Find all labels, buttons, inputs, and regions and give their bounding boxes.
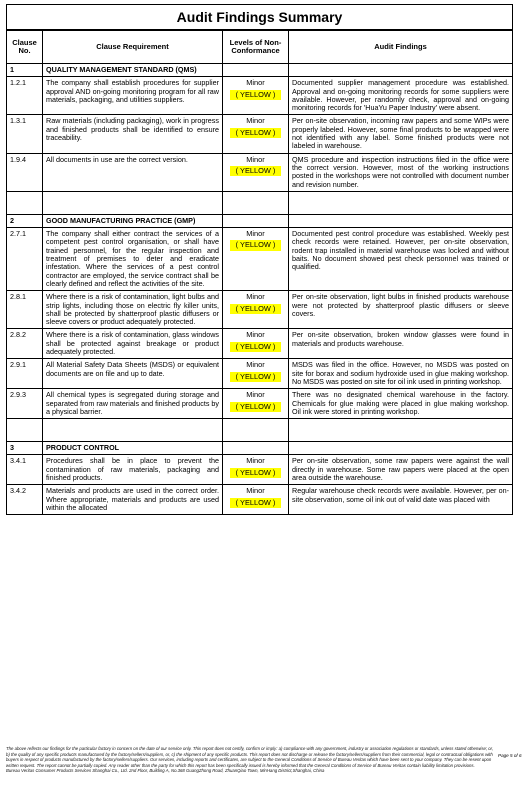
audit-finding: QMS procedure and inspection instructions filed in the office were the correct version. However, most of the working instructions posted in the workshops were not controlled with document number and revision number. [289,153,513,191]
clause-number: 3.4.1 [7,455,43,485]
clause-requirement: Raw materials (including packaging), work in progress and finished products shall be identified to ensure traceability. [43,115,223,153]
clause-requirement: All chemical types is segregated during storage and separated from raw materials and finished products by a physical barrier. [43,389,223,419]
footer-text: The above reflects our findings for the particular factory in concern on the date of our service only. This report does not certify, confirm or imply: a) compliance with any government, industry or association regulations or standards, unless stated otherwise; or, b) the quality of any specific products manufactured by the factory/sellers/suppliers, or, c) the shipment of any specific products. This report does not discharge or release the factory/sellers/suppliers from their commercial, legal or contractual obligations with buyers in respect of products manufactured by the factory/sellers/suppliers. Our services, including reports and certificates, are subject to the General Conditions of Service of Bureau Veritas which have been sent to your company. They can be resent upon written request. The report cannot be partially copied. Any reader other than the party for which this report has been specifically issued is hereby informed that the General Conditions of Service of Bureau Veritas contain liability limitation provisions. [6,746,494,768]
level-color-highlight: ( YELLOW ) [230,128,282,138]
page-number: Page 5 of 6 [498,753,522,758]
empty-cell [223,442,289,455]
table-row [7,389,513,419]
level-label: Minor [246,229,265,239]
nonconformance-level [223,485,289,515]
header-findings: Audit Findings [289,31,513,64]
clause-number: 3.4.2 [7,485,43,515]
level-label: Minor [246,456,265,466]
table-row [7,455,513,485]
level-color-highlight: ( YELLOW ) [230,240,282,250]
clause-requirement: Materials and products are used in the correct order. Where appropriate, materials and products are used within the allocated [43,485,223,515]
spacer-row [7,191,513,214]
table-header-row [7,31,513,64]
level-color-highlight: ( YELLOW ) [230,342,282,352]
empty-cell [7,419,43,442]
nonconformance-level [223,359,289,389]
table-body [7,64,513,515]
nonconformance-level [223,329,289,359]
section-title: GOOD MANUFACTURING PRACTICE (GMP) [43,214,223,227]
section-row [7,214,513,227]
audit-finding: Documented supplier management procedure was established. Approval and on-going monitoring records for some suppliers were available. However, per randomly check, approval and on-going monitoring records for 'HuaYu Paper Industry' were absent. [289,77,513,115]
level-color-highlight: ( YELLOW ) [230,498,282,508]
table-row [7,77,513,115]
audit-finding: Documented pest control procedure was established. Weekly pest check records were retained. However, per on-site observation, rodent trap installed in material warehouse was locked and without baits. No document showed pest check personnel was trained or qualified. [289,228,513,291]
empty-cell [289,191,513,214]
empty-cell [43,191,223,214]
section-number: 2 [7,214,43,227]
clause-number: 2.9.3 [7,389,43,419]
spacer-row [7,419,513,442]
level-color-highlight: ( YELLOW ) [230,402,282,412]
clause-number: 2.8.1 [7,291,43,329]
table-row [7,329,513,359]
level-label: Minor [246,360,265,370]
level-label: Minor [246,78,265,88]
nonconformance-level [223,455,289,485]
table-row [7,153,513,191]
nonconformance-level [223,115,289,153]
empty-cell [289,64,513,77]
empty-cell [7,191,43,214]
nonconformance-level [223,153,289,191]
clause-requirement: All Material Safety Data Sheets (MSDS) or equivalent documents are on file and up to date. [43,359,223,389]
page-title: Audit Findings Summary [6,4,513,30]
clause-requirement: The company shall establish procedures for supplier approval AND on-going monitoring program for all raw materials, packaging, and utilities suppliers. [43,77,223,115]
empty-cell [223,191,289,214]
nonconformance-level [223,228,289,291]
level-label: Minor [246,330,265,340]
header-levels: Levels of Non-Conformance [223,31,289,64]
empty-cell [289,419,513,442]
level-color-highlight: ( YELLOW ) [230,372,282,382]
section-row [7,442,513,455]
audit-finding: Regular warehouse check records were available. However, per on-site observation, some oil ink out of valid date was placed with [289,485,513,515]
table-row [7,485,513,515]
clause-number: 1.9.4 [7,153,43,191]
table-row [7,291,513,329]
empty-cell [289,442,513,455]
level-color-highlight: ( YELLOW ) [230,304,282,314]
clause-requirement: Where there is a risk of contamination, light bulbs and strip lights, including those on electric fly killer units, shall be protected by shatterproof plastic diffusers or sleeve covers or product adequately protected. [43,291,223,329]
audit-finding: Per on-site observation, incoming raw papers and some WIPs were properly labeled. However, some final products to be wrapped were not identified with any label. Some finished products were not labeled in warehouse. [289,115,513,153]
level-label: Minor [246,116,265,126]
clause-number: 1.3.1 [7,115,43,153]
clause-requirement: Procedures shall be in place to prevent the contamination of raw materials, packaging and finished products. [43,455,223,485]
audit-finding: MSDS was filed in the office. However, no MSDS was posted on site for borax and sodium hydroxide used in glue making workshop. No MSDS was posted on site for oil ink used in printing workshop. [289,359,513,389]
level-label: Minor [246,292,265,302]
nonconformance-level [223,77,289,115]
clause-requirement: All documents in use are the correct version. [43,153,223,191]
section-title: QUALITY MANAGEMENT STANDARD (QMS) [43,64,223,77]
footer-disclaimer [6,746,496,774]
clause-number: 2.9.1 [7,359,43,389]
audit-findings-table [6,30,513,515]
header-requirement: Clause Requirement [43,31,223,64]
audit-finding: Per on-site observation, light bulbs in finished products warehouse were not protected by shatterproof plastic diffusers or sleeve covers. [289,291,513,329]
table-row [7,228,513,291]
audit-finding: There was no designated chemical warehouse in the factory. Chemicals for glue making were placed in glue making workshop. Oil ink were stored in printing workshop. [289,389,513,419]
clause-number: 2.8.2 [7,329,43,359]
level-color-highlight: ( YELLOW ) [230,90,282,100]
header-clause-no: Clause No. [7,31,43,64]
section-number: 1 [7,64,43,77]
footer-address: Bureau Veritas Consumer Products Services Shanghai Co., Ltd. 2nd Floor, Building A, No.368 GuangZhong Road, ZhuanQiao Town, MinHang District,Shanghai, China [6,768,325,774]
level-label: Minor [246,154,265,164]
nonconformance-level [223,389,289,419]
table-row [7,115,513,153]
audit-finding: Per on-site observation, some raw papers were against the wall directly in warehouse. Some raw papers were placed at the open area outside the warehouse. [289,455,513,485]
level-label: Minor [246,390,265,400]
level-color-highlight: ( YELLOW ) [230,468,282,478]
clause-number: 2.7.1 [7,228,43,291]
clause-number: 1.2.1 [7,77,43,115]
level-label: Minor [246,486,265,496]
empty-cell [223,64,289,77]
clause-requirement: The company shall either contract the services of a competent pest control organisation, or shall have trained personnel, for the regular inspection and treatment of premises to deter and eradicate infestation. Where the services of a pest control contractor are employed, the service contract shall be clearly defined and reflect the activities of the site. [43,228,223,291]
section-row [7,64,513,77]
table-row [7,359,513,389]
nonconformance-level [223,291,289,329]
empty-cell [43,419,223,442]
section-title: PRODUCT CONTROL [43,442,223,455]
empty-cell [289,214,513,227]
empty-cell [223,214,289,227]
empty-cell [223,419,289,442]
audit-finding: Per on-site observation, broken window glasses were found in materials and products warehouse. [289,329,513,359]
section-number: 3 [7,442,43,455]
level-color-highlight: ( YELLOW ) [230,166,282,176]
clause-requirement: Where there is a risk of contamination, glass windows shall be protected against breakage or product adequately protected. [43,329,223,359]
